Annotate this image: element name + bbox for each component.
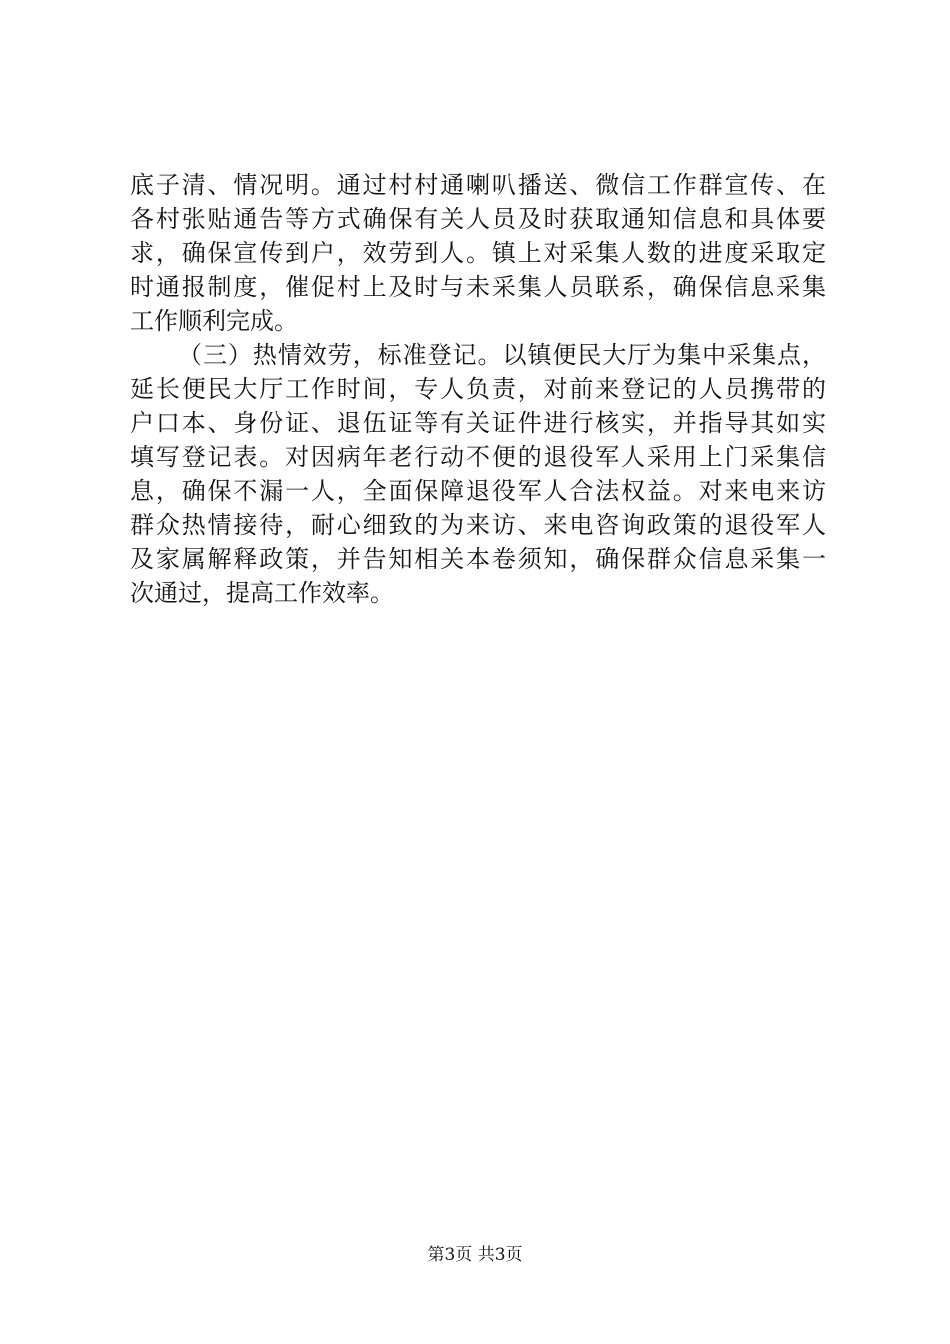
paragraph-line: 时通报制度，催促村上及时与未采集人员联系，确保信息采集	[130, 273, 826, 301]
paragraph-line: 底子清、情况明。通过村村通喇叭播送、微信工作群宣传、在	[130, 171, 826, 199]
paragraph-line: 各村张贴通告等方式确保有关人员及时获取通知信息和具体要	[130, 205, 826, 233]
paragraph-line: 延长便民大厅工作时间，专人负责，对前来登记的人员携带的	[130, 375, 826, 403]
paragraph-line: 次通过，提高工作效率。	[130, 579, 394, 607]
body-text	[130, 168, 826, 610]
paragraph-line: 户口本、身份证、退伍证等有关证件进行核实，并指导其如实	[130, 409, 826, 437]
paragraph-line: 求，确保宣传到户，效劳到人。镇上对采集人数的进度采取定	[130, 239, 826, 267]
paragraph-line: 及家属解释政策，并告知相关本卷须知，确保群众信息采集一	[130, 545, 826, 573]
paragraph-line: 息，确保不漏一人，全面保障退役军人合法权益。对来电来访	[130, 477, 826, 505]
paragraph-line: 工作顺利完成。	[130, 307, 298, 335]
paragraph-line: 群众热情接待，耐心细致的为来访、来电咨询政策的退役军人	[130, 511, 826, 539]
paragraph-line: （三）热情效劳，标准登记。以镇便民大厅为集中采集点，	[178, 341, 826, 369]
page-number-footer: 第3页 共3页	[427, 1245, 523, 1265]
paragraph-line: 填写登记表。对因病年老行动不便的退役军人采用上门采集信	[130, 443, 826, 471]
